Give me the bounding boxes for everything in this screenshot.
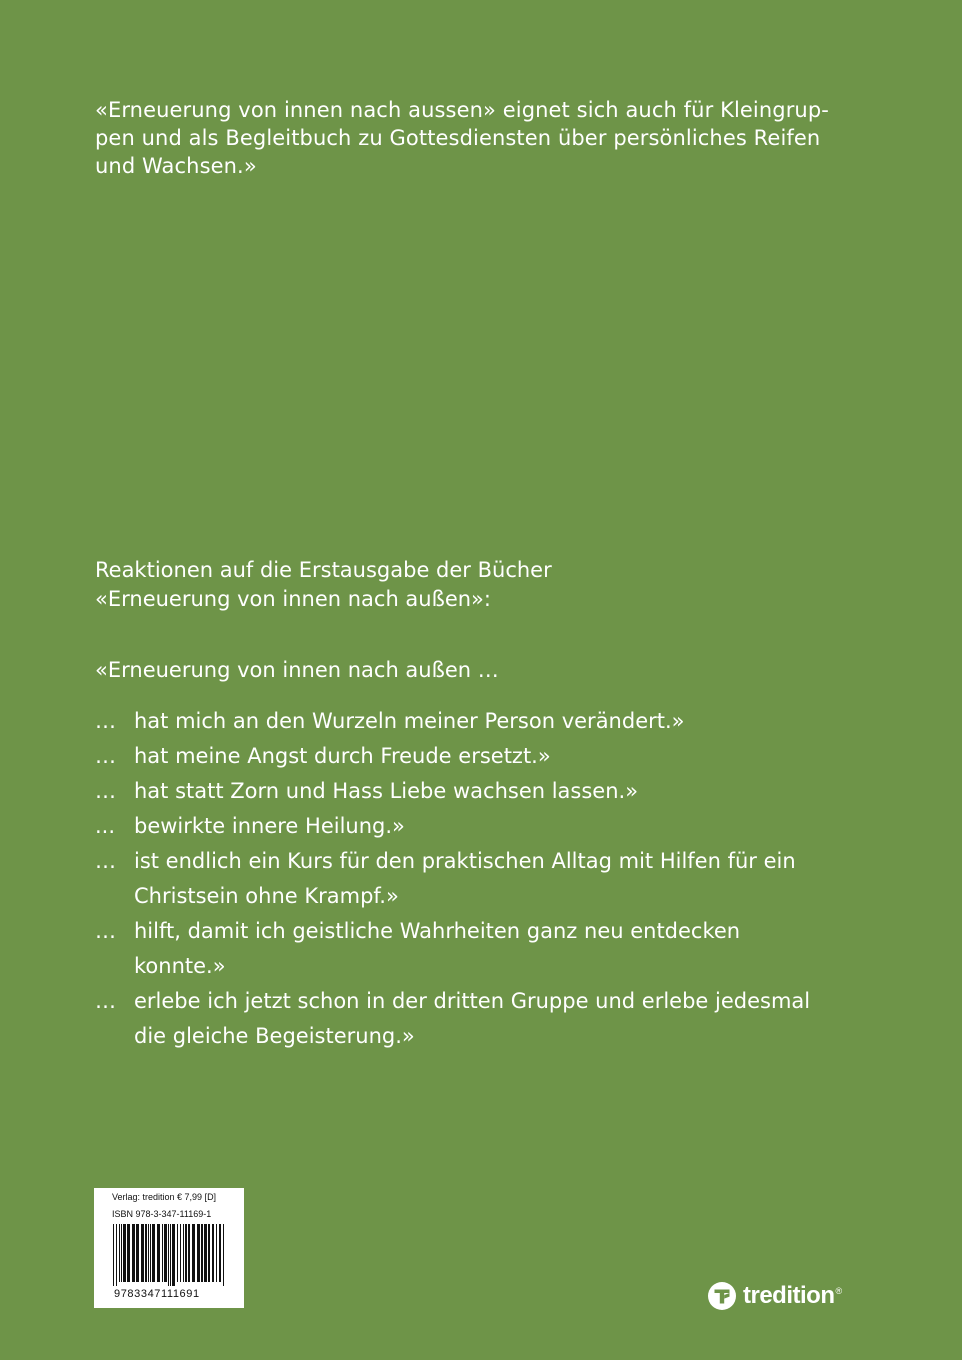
intro-line: und Wachsen.» xyxy=(95,154,257,178)
quote-item xyxy=(95,914,895,984)
quote-lead: «Erneuerung von innen nach außen … xyxy=(95,658,499,682)
quote-item xyxy=(95,844,895,914)
barcode-bar xyxy=(136,1224,139,1282)
reactions-heading xyxy=(95,556,552,614)
barcode-bar xyxy=(145,1224,147,1282)
quote-ellipsis: … xyxy=(95,779,116,803)
barcode-bar xyxy=(219,1224,221,1282)
barcode-bar xyxy=(172,1224,175,1286)
barcode-bar xyxy=(119,1224,120,1282)
isbn-barcode-label xyxy=(94,1188,244,1308)
barcode-bar xyxy=(157,1224,160,1282)
registered-mark: ® xyxy=(835,1286,842,1296)
barcode-bar xyxy=(223,1224,224,1286)
quote-ellipsis: ... xyxy=(95,814,116,838)
quote-item xyxy=(95,984,895,1054)
quote-list xyxy=(95,704,895,1054)
publisher-price: Verlag: tredition € 7,99 [D] xyxy=(112,1192,217,1202)
barcode-bar xyxy=(113,1224,114,1286)
barcode-bar xyxy=(185,1224,187,1282)
quote-item xyxy=(95,739,895,774)
reactions-heading-line: Reaktionen auf die Erstausgabe der Bücher xyxy=(95,558,552,582)
barcode-bar xyxy=(164,1224,167,1282)
intro-line: pen und als Begleitbuch zu Gottesdiensten über persönliches Reifen xyxy=(95,126,821,150)
quote-text-continued: konnte.» xyxy=(134,954,226,978)
reactions-heading-line: «Erneuerung von innen nach außen»: xyxy=(95,587,491,611)
barcode-bar xyxy=(188,1224,190,1282)
quote-text: ist endlich ein Kurs für den praktischen Alltag mit Hilfen für ein xyxy=(134,849,796,873)
barcode-bar xyxy=(162,1224,163,1282)
barcode-bar xyxy=(204,1224,207,1282)
quote-item xyxy=(95,704,895,739)
quote-text: hilft, damit ich geistliche Wahrheiten ganz neu entdecken xyxy=(134,919,741,943)
intro-paragraph xyxy=(95,96,875,180)
quote-text: bewirkte innere Heilung.» xyxy=(134,814,405,838)
quote-text-continued: Christsein ohne Krampf.» xyxy=(134,884,399,908)
barcode-bar xyxy=(212,1224,214,1282)
brand-name-text: tredition xyxy=(743,1282,835,1309)
quote-ellipsis: … xyxy=(95,744,116,768)
barcode-bar xyxy=(152,1224,155,1282)
tredition-logo-icon xyxy=(708,1282,736,1310)
barcode-bar xyxy=(132,1224,135,1282)
barcode-bar xyxy=(170,1224,171,1286)
barcode-bar xyxy=(116,1224,117,1286)
barcode-number: 9783347111691 xyxy=(114,1288,200,1300)
quote-text: hat meine Angst durch Freude ersetzt.» xyxy=(134,744,551,768)
barcode-bar xyxy=(201,1224,203,1282)
quote-ellipsis: … xyxy=(95,989,116,1013)
quote-item xyxy=(95,774,895,809)
barcode-bar xyxy=(197,1224,200,1282)
barcode-bar xyxy=(177,1224,178,1282)
barcode-bar xyxy=(123,1224,126,1282)
barcode-bar xyxy=(183,1224,184,1282)
barcode-bar xyxy=(127,1224,130,1282)
quote-item xyxy=(95,809,895,844)
intro-line: «Erneuerung von innen nach aussen» eignet sich auch für Kleingrup- xyxy=(95,98,829,122)
quote-text: hat statt Zorn und Hass Liebe wachsen lassen.» xyxy=(134,779,639,803)
barcode-bar xyxy=(192,1224,195,1282)
quote-text: erlebe ich jetzt schon in der dritten Gruppe und erlebe jedesmal xyxy=(134,989,811,1013)
barcode-bar xyxy=(121,1224,122,1282)
barcode-bar xyxy=(180,1224,181,1282)
barcode-bars xyxy=(113,1224,227,1286)
publisher-brand xyxy=(708,1280,842,1312)
barcode-bar xyxy=(148,1224,149,1282)
quote-text: hat mich an den Wurzeln meiner Person verändert.» xyxy=(134,709,685,733)
quote-ellipsis: … xyxy=(95,919,116,943)
barcode-bar xyxy=(141,1224,144,1282)
brand-name xyxy=(743,1282,842,1310)
isbn-text: ISBN 978-3-347-11169-1 xyxy=(112,1209,212,1219)
barcode-bar xyxy=(150,1224,151,1282)
quote-text-continued: die gleiche Begeisterung.» xyxy=(134,1024,415,1048)
barcode-bar xyxy=(216,1224,217,1282)
barcode-bar xyxy=(208,1224,210,1282)
quote-ellipsis: … xyxy=(95,849,116,873)
barcode-bar xyxy=(168,1224,169,1286)
quote-ellipsis: … xyxy=(95,709,116,733)
